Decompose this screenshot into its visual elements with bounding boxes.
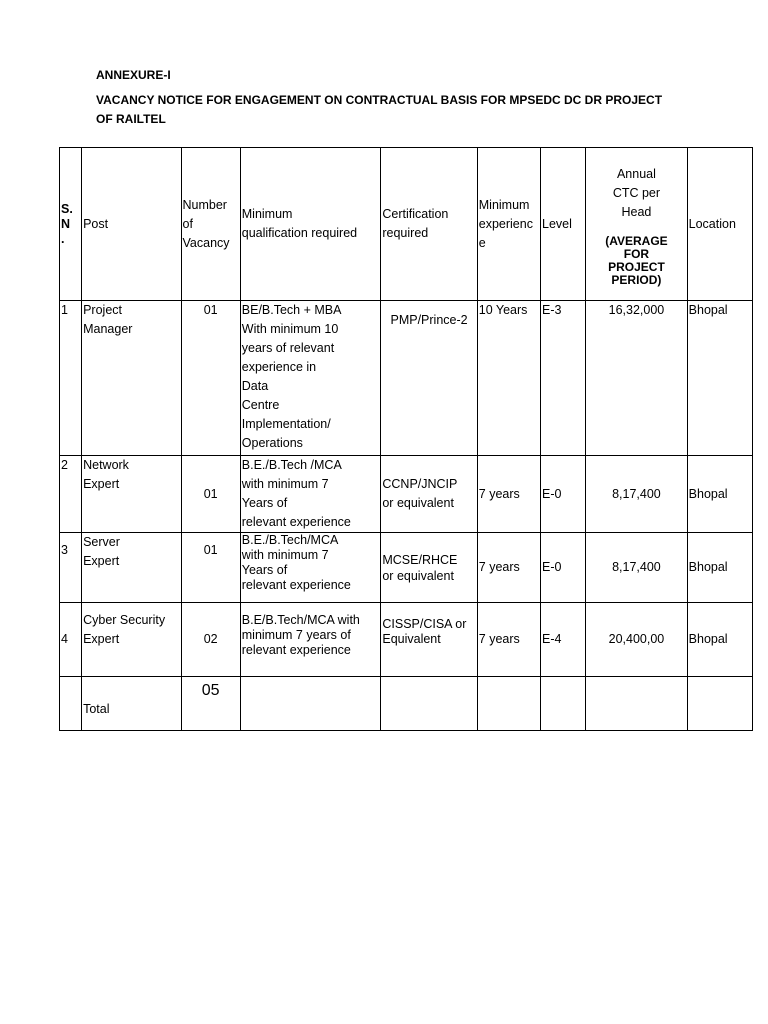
cell-sn: 4 — [60, 603, 82, 677]
notice-title: VACANCY NOTICE FOR ENGAGEMENT ON CONTRACTUAL BASIS FOR MPSEDC DC DR PROJECT OF RAILTEL — [96, 93, 663, 126]
cell-vacancy: 02 — [181, 603, 240, 677]
cell-ctc: 8,17,400 — [586, 533, 687, 603]
header-post: Post — [82, 148, 181, 301]
header-ctc-line1: Annual CTC per Head — [612, 167, 661, 219]
cell-certification: CISSP/CISA or Equivalent — [381, 603, 477, 677]
cell-experience: 7 years — [477, 456, 540, 533]
table-row — [60, 456, 753, 533]
cell-empty — [687, 677, 752, 731]
cell-vacancy: 01 — [181, 456, 240, 533]
cell-post: Server Expert — [82, 533, 181, 603]
cell-qualification: B.E./B.Tech /MCA with minimum 7 Years of relevant experience — [240, 456, 381, 533]
cell-qualification: B.E/B.Tech/MCA with minimum 7 years of relevant experience — [240, 603, 381, 677]
header-location: Location — [687, 148, 752, 301]
cell-vacancy: 01 — [181, 301, 240, 456]
header-ctc-line2: (AVERAGE FOR PROJECT PERIOD) — [605, 234, 668, 287]
cell-level: E-4 — [541, 603, 586, 677]
total-row — [60, 677, 753, 731]
cell-certification: CCNP/JNCIP or equivalent — [381, 456, 477, 533]
cell-sn: 2 — [60, 456, 82, 533]
cell-experience: 7 years — [477, 603, 540, 677]
cell-post: Project Manager — [82, 301, 181, 456]
cell-location: Bhopal — [687, 533, 752, 603]
table-row — [60, 533, 753, 603]
table-row — [60, 301, 753, 456]
cell-ctc: 16,32,000 — [586, 301, 687, 456]
cell-level: E-3 — [541, 301, 586, 456]
cell-ctc: 8,17,400 — [586, 456, 687, 533]
cell-sn: 3 — [60, 533, 82, 603]
header-sn: S. N . — [60, 148, 82, 301]
header-vacancy: Number of Vacancy — [181, 148, 240, 301]
cell-empty — [240, 677, 381, 731]
cell-empty — [541, 677, 586, 731]
cell-level: E-0 — [541, 456, 586, 533]
header-experience: Minimum experienc e — [477, 148, 540, 301]
cell-post: Network Expert — [82, 456, 181, 533]
header-qualification: Minimum qualification required — [240, 148, 381, 301]
cell-empty — [477, 677, 540, 731]
cell-empty — [586, 677, 687, 731]
cell-sn: 1 — [60, 301, 82, 456]
header-certification: Certification required — [381, 148, 477, 301]
table-row — [60, 603, 753, 677]
cell-experience: 7 years — [477, 533, 540, 603]
cell-location: Bhopal — [687, 603, 752, 677]
cell-post: Cyber Security Expert — [82, 603, 181, 677]
cell-certification: PMP/Prince-2 — [381, 301, 477, 456]
cell-level: E-0 — [541, 533, 586, 603]
total-vacancy: 05 — [181, 677, 240, 731]
cell-location: Bhopal — [687, 456, 752, 533]
total-label: Total — [82, 677, 181, 731]
cell-ctc: 20,400,00 — [586, 603, 687, 677]
header-level: Level — [541, 148, 586, 301]
table-header-row — [60, 148, 753, 301]
cell-certification: MCSE/RHCE or equivalent — [381, 533, 477, 603]
cell-qualification: BE/B.Tech + MBA With minimum 10 years of relevant experience in Data Centre Implementation/ Operations — [240, 301, 381, 456]
annexure-label: ANNEXURE-I — [96, 68, 171, 82]
cell-sn-empty — [60, 677, 82, 731]
cell-experience: 10 Years — [477, 301, 540, 456]
cell-empty — [381, 677, 477, 731]
header-ctc — [586, 148, 687, 301]
cell-location: Bhopal — [687, 301, 752, 456]
vacancy-table — [59, 147, 753, 731]
cell-qualification: B.E./B.Tech/MCA with minimum 7 Years of relevant experience — [240, 533, 381, 603]
cell-vacancy: 01 — [181, 533, 240, 603]
